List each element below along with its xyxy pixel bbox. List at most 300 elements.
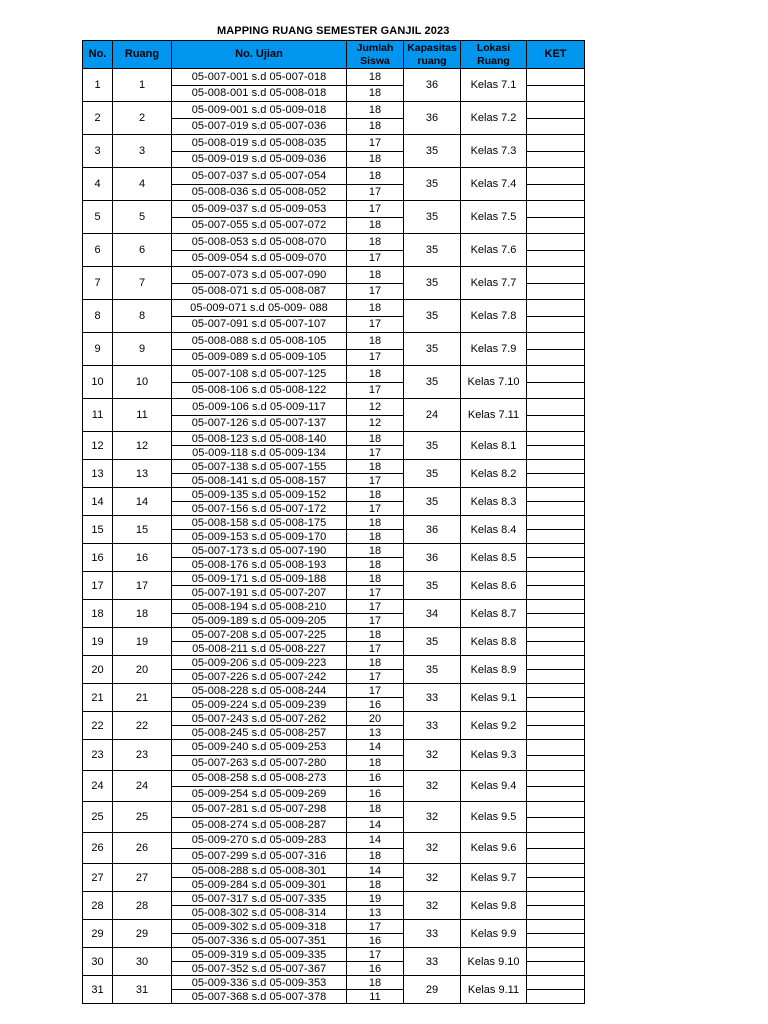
cell-jumlah-siswa: 18 [347, 217, 404, 234]
cell-jumlah-siswa: 16 [347, 934, 404, 948]
cell-no-ujian: 05-008-071 s.d 05-008-087 [172, 283, 347, 300]
cell-lokasi: Kelas 7.1 [461, 69, 527, 102]
cell-jumlah-siswa: 16 [347, 698, 404, 712]
cell-ket [527, 399, 585, 416]
table-row [83, 366, 585, 383]
cell-no-ujian: 05-009-189 s.d 05-009-205 [172, 614, 347, 628]
cell-jumlah-siswa: 17 [347, 684, 404, 698]
cell-no-ujian: 05-007-352 s.d 05-007-367 [172, 962, 347, 976]
header-kapasitas-line2: ruang [417, 54, 447, 67]
cell-jumlah-siswa: 18 [347, 516, 404, 530]
cell-ket [527, 614, 585, 628]
cell-kapasitas: 32 [404, 771, 461, 802]
cell-no-ujian: 05-009-054 s.d 05-009-070 [172, 250, 347, 267]
cell-no: 13 [83, 460, 113, 488]
cell-no: 31 [83, 976, 113, 1004]
cell-ket [527, 502, 585, 516]
cell-ket [527, 698, 585, 712]
cell-kapasitas: 36 [404, 544, 461, 572]
cell-ket [527, 802, 585, 818]
cell-no-ujian: 05-007-138 s.d 05-007-155 [172, 460, 347, 474]
cell-no: 6 [83, 234, 113, 267]
cell-lokasi: Kelas 8.8 [461, 628, 527, 656]
cell-no: 4 [83, 168, 113, 201]
table-row [83, 833, 585, 849]
cell-jumlah-siswa: 13 [347, 906, 404, 920]
cell-jumlah-siswa: 18 [347, 878, 404, 892]
cell-no: 30 [83, 948, 113, 976]
cell-jumlah-siswa: 18 [347, 151, 404, 168]
cell-no-ujian: 05-007-226 s.d 05-007-242 [172, 670, 347, 684]
cell-ruang: 11 [113, 399, 172, 432]
cell-lokasi: Kelas 8.4 [461, 516, 527, 544]
cell-ruang: 22 [113, 712, 172, 740]
header-kapasitas-line1: Kapasitas [407, 41, 457, 54]
header-lokasi-line1: Lokasi [476, 41, 511, 54]
cell-kapasitas: 35 [404, 488, 461, 516]
table-row [83, 432, 585, 446]
cell-jumlah-siswa: 14 [347, 833, 404, 849]
cell-no: 22 [83, 712, 113, 740]
cell-ket [527, 920, 585, 934]
table-row [83, 544, 585, 558]
header-ket: KET [527, 41, 585, 69]
table-row [83, 135, 585, 152]
cell-no-ujian: 05-007-299 s.d 05-007-316 [172, 848, 347, 864]
table-body [83, 69, 585, 1004]
table-row [83, 712, 585, 726]
cell-no: 19 [83, 628, 113, 656]
cell-no-ujian: 05-007-173 s.d 05-007-190 [172, 544, 347, 558]
cell-lokasi: Kelas 8.9 [461, 656, 527, 684]
cell-no-ujian: 05-007-208 s.d 05-007-225 [172, 628, 347, 642]
cell-kapasitas: 33 [404, 712, 461, 740]
cell-jumlah-siswa: 16 [347, 771, 404, 787]
cell-kapasitas: 32 [404, 740, 461, 771]
cell-ruang: 4 [113, 168, 172, 201]
cell-no-ujian: 05-007-108 s.d 05-007-125 [172, 366, 347, 383]
cell-ruang: 27 [113, 864, 172, 892]
cell-ket [527, 712, 585, 726]
cell-no-ujian: 05-007-281 s.d 05-007-298 [172, 802, 347, 818]
cell-no-ujian: 05-008-302 s.d 05-008-314 [172, 906, 347, 920]
cell-no-ujian: 05-009-135 s.d 05-009-152 [172, 488, 347, 502]
cell-no-ujian: 05-009-019 s.d 05-009-036 [172, 151, 347, 168]
cell-ruang: 24 [113, 771, 172, 802]
cell-lokasi: Kelas 7.3 [461, 135, 527, 168]
cell-ket [527, 267, 585, 284]
cell-no-ujian: 05-008-176 s.d 05-008-193 [172, 558, 347, 572]
cell-no: 14 [83, 488, 113, 516]
cell-no: 20 [83, 656, 113, 684]
cell-ruang: 13 [113, 460, 172, 488]
header-no-ujian: No. Ujian [172, 41, 347, 69]
table-row [83, 600, 585, 614]
cell-jumlah-siswa: 17 [347, 135, 404, 152]
table-row [83, 864, 585, 878]
cell-ket [527, 446, 585, 460]
cell-ket [527, 118, 585, 135]
document-title: MAPPING RUANG SEMESTER GANJIL 2023 [217, 25, 450, 37]
cell-jumlah-siswa: 17 [347, 283, 404, 300]
cell-kapasitas: 35 [404, 201, 461, 234]
cell-no-ujian: 05-009-206 s.d 05-009-223 [172, 656, 347, 670]
cell-kapasitas: 35 [404, 168, 461, 201]
cell-no: 24 [83, 771, 113, 802]
cell-ket [527, 558, 585, 572]
cell-no: 7 [83, 267, 113, 300]
cell-ket [527, 349, 585, 366]
cell-ruang: 18 [113, 600, 172, 628]
cell-no: 27 [83, 864, 113, 892]
cell-ket [527, 366, 585, 383]
header-lokasi-line2: Ruang [477, 54, 510, 67]
cell-no-ujian: 05-008-088 s.d 05-008-105 [172, 333, 347, 350]
cell-no: 26 [83, 833, 113, 864]
cell-kapasitas: 34 [404, 600, 461, 628]
cell-no-ujian: 05-007-243 s.d 05-007-262 [172, 712, 347, 726]
cell-lokasi: Kelas 9.6 [461, 833, 527, 864]
cell-ruang: 29 [113, 920, 172, 948]
cell-ruang: 19 [113, 628, 172, 656]
cell-no: 16 [83, 544, 113, 572]
cell-no: 12 [83, 432, 113, 460]
cell-no-ujian: 05-008-019 s.d 05-008-035 [172, 135, 347, 152]
cell-ruang: 28 [113, 892, 172, 920]
cell-ket [527, 990, 585, 1004]
cell-jumlah-siswa: 18 [347, 558, 404, 572]
cell-ket [527, 530, 585, 544]
cell-jumlah-siswa: 17 [347, 316, 404, 333]
table-row [83, 399, 585, 416]
header-row [83, 41, 585, 69]
cell-ket [527, 217, 585, 234]
cell-no-ujian: 05-008-258 s.d 05-008-273 [172, 771, 347, 787]
cell-jumlah-siswa: 17 [347, 670, 404, 684]
cell-no: 2 [83, 102, 113, 135]
header-jumlah-siswa [347, 41, 404, 69]
cell-no-ujian: 05-009-153 s.d 05-009-170 [172, 530, 347, 544]
table-row [83, 771, 585, 787]
cell-ket [527, 833, 585, 849]
cell-jumlah-siswa: 17 [347, 250, 404, 267]
cell-ket [527, 168, 585, 185]
cell-no-ujian: 05-008-211 s.d 05-008-227 [172, 642, 347, 656]
table-row [83, 948, 585, 962]
cell-ket [527, 670, 585, 684]
cell-jumlah-siswa: 17 [347, 474, 404, 488]
cell-jumlah-siswa: 18 [347, 544, 404, 558]
cell-kapasitas: 35 [404, 572, 461, 600]
cell-lokasi: Kelas 7.7 [461, 267, 527, 300]
cell-no-ujian: 05-009-037 s.d 05-009-053 [172, 201, 347, 218]
cell-jumlah-siswa: 17 [347, 382, 404, 399]
cell-no-ujian: 05-009-240 s.d 05-009-253 [172, 740, 347, 756]
cell-jumlah-siswa: 14 [347, 740, 404, 756]
cell-no-ujian: 05-008-141 s.d 05-008-157 [172, 474, 347, 488]
cell-no: 8 [83, 300, 113, 333]
cell-jumlah-siswa: 14 [347, 817, 404, 833]
cell-ruang: 21 [113, 684, 172, 712]
cell-ruang: 10 [113, 366, 172, 399]
cell-lokasi: Kelas 7.9 [461, 333, 527, 366]
cell-ket [527, 726, 585, 740]
cell-no-ujian: 05-007-037 s.d 05-007-054 [172, 168, 347, 185]
header-jumlah-line1: Jumlah [356, 41, 394, 54]
cell-no-ujian: 05-008-106 s.d 05-008-122 [172, 382, 347, 399]
cell-ruang: 15 [113, 516, 172, 544]
cell-jumlah-siswa: 18 [347, 168, 404, 185]
room-mapping-table [82, 40, 585, 1004]
cell-kapasitas: 35 [404, 234, 461, 267]
cell-kapasitas: 29 [404, 976, 461, 1004]
cell-kapasitas: 36 [404, 516, 461, 544]
cell-jumlah-siswa: 18 [347, 530, 404, 544]
cell-ruang: 25 [113, 802, 172, 833]
cell-lokasi: Kelas 8.2 [461, 460, 527, 488]
cell-ruang: 9 [113, 333, 172, 366]
cell-no-ujian: 05-007-263 s.d 05-007-280 [172, 755, 347, 771]
cell-no: 11 [83, 399, 113, 432]
cell-no-ujian: 05-008-001 s.d 05-008-018 [172, 85, 347, 102]
cell-lokasi: Kelas 8.1 [461, 432, 527, 460]
table-row [83, 740, 585, 756]
cell-ruang: 2 [113, 102, 172, 135]
cell-lokasi: Kelas 8.7 [461, 600, 527, 628]
cell-no-ujian: 05-008-158 s.d 05-008-175 [172, 516, 347, 530]
cell-lokasi: Kelas 9.3 [461, 740, 527, 771]
cell-no: 3 [83, 135, 113, 168]
cell-jumlah-siswa: 17 [347, 586, 404, 600]
header-lokasi-ruang [461, 41, 527, 69]
table-row [83, 201, 585, 218]
cell-lokasi: Kelas 7.8 [461, 300, 527, 333]
cell-jumlah-siswa: 17 [347, 349, 404, 366]
cell-jumlah-siswa: 18 [347, 802, 404, 818]
cell-no-ujian: 05-008-245 s.d 05-008-257 [172, 726, 347, 740]
cell-no-ujian: 05-009-284 s.d 05-009-301 [172, 878, 347, 892]
table-row [83, 488, 585, 502]
cell-lokasi: Kelas 7.5 [461, 201, 527, 234]
cell-ket [527, 892, 585, 906]
cell-ket [527, 460, 585, 474]
cell-ket [527, 848, 585, 864]
cell-kapasitas: 24 [404, 399, 461, 432]
cell-no: 5 [83, 201, 113, 234]
cell-no-ujian: 05-009-071 s.d 05-009- 088 [172, 300, 347, 317]
cell-no-ujian: 05-007-073 s.d 05-007-090 [172, 267, 347, 284]
cell-lokasi: Kelas 7.10 [461, 366, 527, 399]
cell-ruang: 8 [113, 300, 172, 333]
cell-no: 10 [83, 366, 113, 399]
cell-lokasi: Kelas 8.6 [461, 572, 527, 600]
cell-ruang: 17 [113, 572, 172, 600]
cell-jumlah-siswa: 18 [347, 85, 404, 102]
cell-ruang: 3 [113, 135, 172, 168]
cell-no-ujian: 05-007-317 s.d 05-007-335 [172, 892, 347, 906]
cell-ket [527, 684, 585, 698]
cell-jumlah-siswa: 16 [347, 786, 404, 802]
cell-jumlah-siswa: 18 [347, 755, 404, 771]
cell-lokasi: Kelas 9.1 [461, 684, 527, 712]
cell-lokasi: Kelas 8.3 [461, 488, 527, 516]
header-no: No. [83, 41, 113, 69]
cell-ket [527, 234, 585, 251]
cell-jumlah-siswa: 18 [347, 118, 404, 135]
cell-jumlah-siswa: 18 [347, 69, 404, 86]
cell-ket [527, 740, 585, 756]
cell-no: 21 [83, 684, 113, 712]
cell-ket [527, 755, 585, 771]
cell-no-ujian: 05-008-228 s.d 05-008-244 [172, 684, 347, 698]
table-row [83, 69, 585, 86]
cell-kapasitas: 32 [404, 892, 461, 920]
cell-no-ujian: 05-008-123 s.d 05-008-140 [172, 432, 347, 446]
table-row [83, 516, 585, 530]
cell-ruang: 1 [113, 69, 172, 102]
cell-no: 15 [83, 516, 113, 544]
cell-lokasi: Kelas 9.8 [461, 892, 527, 920]
table-row [83, 168, 585, 185]
cell-ket [527, 906, 585, 920]
cell-no: 1 [83, 69, 113, 102]
cell-ket [527, 642, 585, 656]
cell-ket [527, 151, 585, 168]
cell-kapasitas: 36 [404, 102, 461, 135]
header-ruang: Ruang [113, 41, 172, 69]
cell-jumlah-siswa: 17 [347, 502, 404, 516]
cell-jumlah-siswa: 19 [347, 892, 404, 906]
table-row [83, 976, 585, 990]
cell-ket [527, 878, 585, 892]
cell-jumlah-siswa: 17 [347, 184, 404, 201]
cell-jumlah-siswa: 18 [347, 976, 404, 990]
cell-jumlah-siswa: 17 [347, 948, 404, 962]
cell-ket [527, 283, 585, 300]
cell-ket [527, 516, 585, 530]
cell-lokasi: Kelas 9.5 [461, 802, 527, 833]
cell-no-ujian: 05-008-053 s.d 05-008-070 [172, 234, 347, 251]
cell-ruang: 16 [113, 544, 172, 572]
cell-jumlah-siswa: 18 [347, 234, 404, 251]
cell-ket [527, 962, 585, 976]
cell-no-ujian: 05-007-336 s.d 05-007-351 [172, 934, 347, 948]
cell-ruang: 26 [113, 833, 172, 864]
cell-no-ujian: 05-008-036 s.d 05-008-052 [172, 184, 347, 201]
cell-no-ujian: 05-009-336 s.d 05-009-353 [172, 976, 347, 990]
cell-jumlah-siswa: 12 [347, 399, 404, 416]
cell-lokasi: Kelas 7.6 [461, 234, 527, 267]
cell-jumlah-siswa: 17 [347, 446, 404, 460]
cell-jumlah-siswa: 13 [347, 726, 404, 740]
cell-no-ujian: 05-008-288 s.d 05-008-301 [172, 864, 347, 878]
cell-no-ujian: 05-007-019 s.d 05-007-036 [172, 118, 347, 135]
cell-ket [527, 69, 585, 86]
cell-jumlah-siswa: 18 [347, 102, 404, 119]
cell-ruang: 31 [113, 976, 172, 1004]
cell-kapasitas: 35 [404, 267, 461, 300]
cell-jumlah-siswa: 17 [347, 920, 404, 934]
table-row [83, 300, 585, 317]
cell-no-ujian: 05-007-368 s.d 05-007-378 [172, 990, 347, 1004]
cell-jumlah-siswa: 17 [347, 600, 404, 614]
cell-ruang: 20 [113, 656, 172, 684]
cell-ket [527, 817, 585, 833]
cell-no-ujian: 05-009-319 s.d 05-009-335 [172, 948, 347, 962]
cell-no: 23 [83, 740, 113, 771]
cell-lokasi: Kelas 9.10 [461, 948, 527, 976]
table-row [83, 684, 585, 698]
table-row [83, 656, 585, 670]
cell-jumlah-siswa: 18 [347, 488, 404, 502]
header-jumlah-line2: Siswa [360, 54, 390, 67]
cell-no-ujian: 05-008-194 s.d 05-008-210 [172, 600, 347, 614]
table-row [83, 234, 585, 251]
cell-no-ujian: 05-009-118 s.d 05-009-134 [172, 446, 347, 460]
cell-kapasitas: 35 [404, 656, 461, 684]
cell-lokasi: Kelas 9.4 [461, 771, 527, 802]
cell-ket [527, 316, 585, 333]
table-row [83, 920, 585, 934]
cell-ket [527, 976, 585, 990]
cell-ruang: 12 [113, 432, 172, 460]
cell-jumlah-siswa: 18 [347, 460, 404, 474]
cell-ruang: 5 [113, 201, 172, 234]
cell-ruang: 6 [113, 234, 172, 267]
cell-no: 9 [83, 333, 113, 366]
cell-no-ujian: 05-009-254 s.d 05-009-269 [172, 786, 347, 802]
cell-jumlah-siswa: 17 [347, 614, 404, 628]
cell-lokasi: Kelas 9.11 [461, 976, 527, 1004]
cell-no-ujian: 05-007-156 s.d 05-007-172 [172, 502, 347, 516]
cell-jumlah-siswa: 20 [347, 712, 404, 726]
cell-ruang: 23 [113, 740, 172, 771]
header-kapasitas-ruang [404, 41, 461, 69]
cell-kapasitas: 33 [404, 948, 461, 976]
cell-no-ujian: 05-007-001 s.d 05-007-018 [172, 69, 347, 86]
cell-kapasitas: 35 [404, 628, 461, 656]
cell-jumlah-siswa: 12 [347, 415, 404, 432]
cell-kapasitas: 35 [404, 333, 461, 366]
cell-lokasi: Kelas 7.4 [461, 168, 527, 201]
cell-ket [527, 201, 585, 218]
cell-no-ujian: 05-007-126 s.d 05-007-137 [172, 415, 347, 432]
cell-lokasi: Kelas 9.9 [461, 920, 527, 948]
cell-lokasi: Kelas 7.2 [461, 102, 527, 135]
table-row [83, 892, 585, 906]
cell-ruang: 7 [113, 267, 172, 300]
cell-kapasitas: 32 [404, 802, 461, 833]
cell-jumlah-siswa: 16 [347, 962, 404, 976]
cell-ruang: 30 [113, 948, 172, 976]
cell-kapasitas: 32 [404, 864, 461, 892]
cell-ket [527, 586, 585, 600]
cell-no: 25 [83, 802, 113, 833]
cell-no-ujian: 05-009-089 s.d 05-009-105 [172, 349, 347, 366]
cell-ket [527, 135, 585, 152]
cell-ket [527, 300, 585, 317]
cell-kapasitas: 35 [404, 460, 461, 488]
cell-kapasitas: 35 [404, 135, 461, 168]
cell-ket [527, 656, 585, 670]
cell-no-ujian: 05-007-055 s.d 05-007-072 [172, 217, 347, 234]
cell-kapasitas: 35 [404, 300, 461, 333]
table-row [83, 333, 585, 350]
cell-ket [527, 948, 585, 962]
cell-no-ujian: 05-007-091 s.d 05-007-107 [172, 316, 347, 333]
cell-ket [527, 628, 585, 642]
cell-no: 17 [83, 572, 113, 600]
